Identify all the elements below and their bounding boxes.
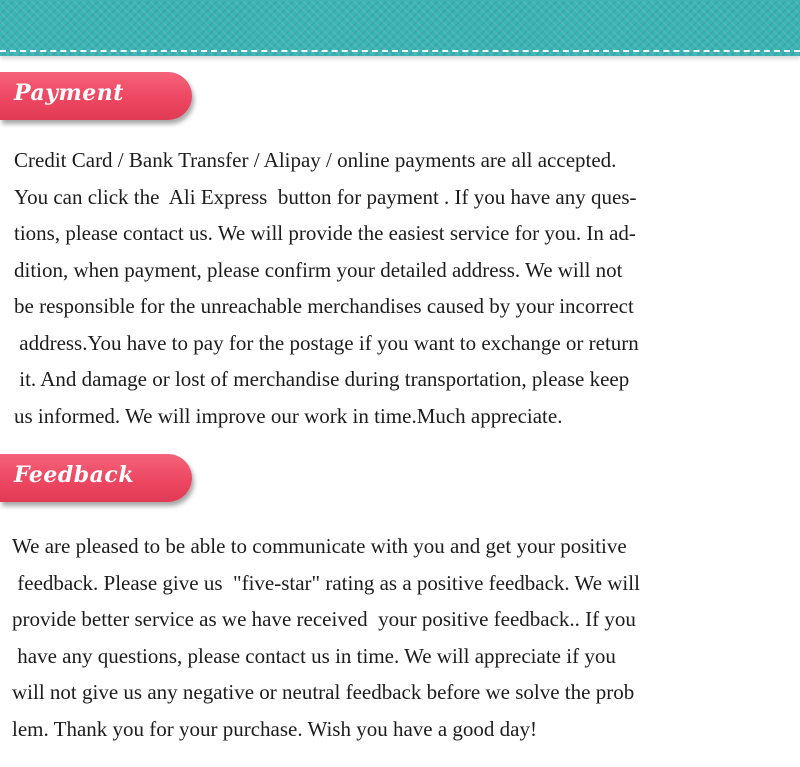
paragraph-line: will not give us any negative or neutral feedback before we solve the prob — [12, 680, 635, 704]
paragraph-line: Credit Card / Bank Transfer / Alipay / online payments are all accepted. — [14, 148, 617, 172]
paragraph-line: tions, please contact us. We will provide the easiest service for you. In ad- — [14, 221, 636, 245]
paragraph-line: provide better service as we have received your positive feedback.. If you — [12, 607, 636, 631]
feedback-section-tab — [0, 454, 192, 502]
paragraph-line: feedback. Please give us "five-star" rating as a positive feedback. We will — [12, 570, 640, 595]
paragraph-line: dition, when payment, please confirm your detailed address. We will not — [14, 257, 623, 282]
paragraph-line: it. And damage or lost of merchandise during transportation, please keep — [14, 367, 630, 391]
feedback-text — [12, 528, 790, 747]
paragraph-line: lem. Thank you for your purchase. Wish you have a good day! — [12, 716, 537, 741]
paragraph-line: We are pleased to be able to communicate with you and get your positive — [12, 534, 627, 558]
payment-heading: Payment — [14, 80, 124, 106]
top-banner — [0, 0, 800, 56]
payment-section-tab — [0, 72, 192, 120]
paragraph-line: have any questions, please contact us in time. We will appreciate if you — [12, 643, 616, 668]
paragraph-line: be responsible for the unreachable merchandises caused by your incorrect — [14, 294, 634, 318]
feedback-heading: Feedback — [14, 462, 135, 488]
paragraph-line: address.You have to pay for the postage if you want to exchange or return — [14, 330, 639, 355]
payment-text — [14, 142, 792, 434]
paragraph-line: us informed. We will improve our work in time.Much appreciate. — [14, 403, 563, 428]
paragraph-line: You can click the Ali Express button for payment . If you have any ques- — [14, 184, 637, 209]
banner-stitch-line — [0, 50, 800, 52]
